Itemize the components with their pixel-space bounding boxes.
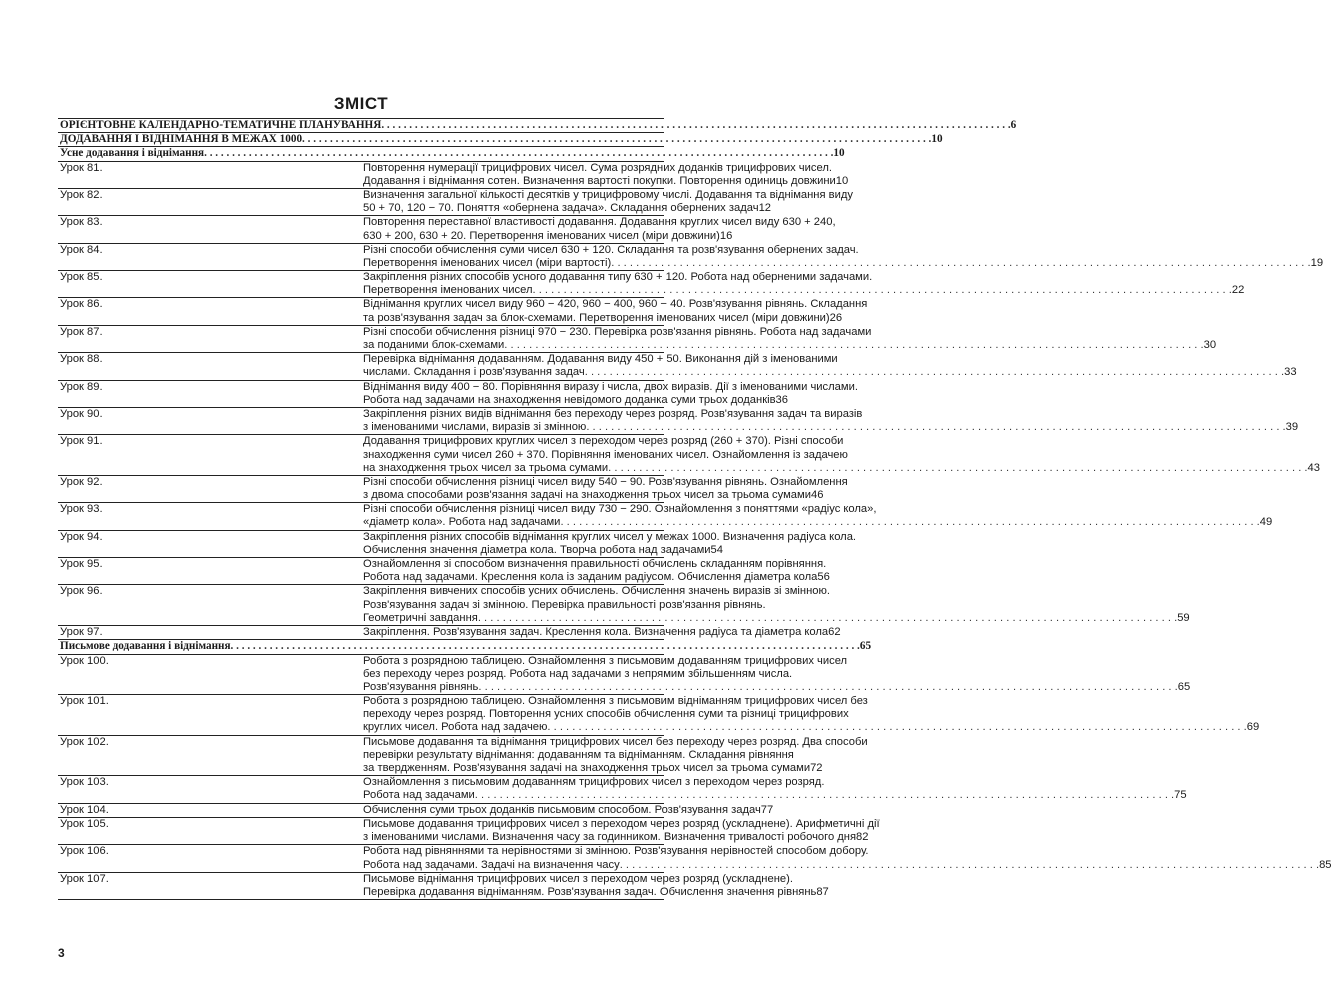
toc-line bbox=[363, 256, 1324, 270]
toc-page-number: 6 bbox=[1010, 119, 1017, 131]
toc-line bbox=[363, 407, 863, 421]
toc-line bbox=[363, 872, 793, 886]
toc-line bbox=[363, 558, 827, 571]
toc-line-text: Робота над рівняннями та нерівностями зі змінною. Розв'язування нерівностей способом добору. bbox=[363, 845, 869, 858]
dot-leader bbox=[560, 516, 1259, 529]
toc-line-text: Перетворення іменованих чисел bbox=[363, 284, 533, 297]
toc-entry-text bbox=[361, 243, 1324, 270]
toc-page-number: 22 bbox=[1231, 284, 1245, 297]
toc-line bbox=[363, 475, 848, 489]
dot-leader bbox=[620, 859, 1319, 872]
lesson-label: Урок 82. bbox=[58, 188, 361, 215]
toc-entry-text bbox=[361, 695, 1260, 736]
toc-lesson-row bbox=[58, 585, 664, 626]
toc-section-row bbox=[58, 119, 664, 133]
toc-line-text: Письмове додавання та віднімання трицифрових чисел без переходу через розряд. Два способи bbox=[363, 735, 868, 748]
dot-leader bbox=[611, 257, 1310, 270]
toc-entry-text bbox=[361, 325, 1217, 352]
toc-line bbox=[363, 216, 836, 229]
toc-line-text: Ознайомлення зі способом визначення правильності обчислень складанням порівняння. bbox=[363, 558, 827, 570]
lesson-label: Урок 85. bbox=[58, 271, 361, 298]
toc-line bbox=[363, 284, 1245, 297]
dot-leader bbox=[204, 147, 833, 160]
toc-line bbox=[363, 435, 844, 448]
toc-page-number: 10 bbox=[835, 174, 849, 187]
lesson-label: Урок 94. bbox=[58, 530, 361, 557]
toc-line bbox=[363, 393, 788, 407]
toc-line bbox=[363, 339, 1217, 352]
toc-line bbox=[363, 271, 873, 284]
toc-line bbox=[363, 353, 838, 366]
toc-page-number: 65 bbox=[859, 640, 872, 653]
toc-line bbox=[363, 858, 1332, 872]
toc-page-number: 12 bbox=[758, 202, 772, 215]
toc-line bbox=[363, 503, 877, 516]
toc-lesson-row bbox=[58, 695, 664, 736]
lesson-label: Урок 103. bbox=[58, 776, 361, 803]
lesson-label: Урок 91. bbox=[58, 435, 361, 476]
lesson-label: Урок 96. bbox=[58, 585, 361, 626]
toc-line-text: Додавання трицифрових круглих чисел з переходом через розряд (260 + 370). Різні способи bbox=[363, 435, 844, 448]
toc-section-row bbox=[58, 133, 664, 147]
toc-page-number: 85 bbox=[1319, 858, 1332, 871]
toc-lesson-row bbox=[58, 271, 664, 298]
toc-line-text: Визначення загальної кількості десятків у трицифровому числі. Додавання та віднімання виду bbox=[363, 188, 853, 201]
toc-line-text: Робота над задачами bbox=[363, 789, 475, 802]
toc-entry-text bbox=[361, 872, 829, 899]
toc-line-text: Письмове додавання і віднімання bbox=[60, 640, 231, 653]
toc-page-number: 10 bbox=[833, 147, 845, 160]
toc-line bbox=[363, 421, 1299, 434]
toc-page-number: 33 bbox=[1284, 366, 1297, 379]
toc-entry-text bbox=[361, 558, 830, 585]
toc-line-text: Повторення переставної властивості додавання. Додавання круглих чисел виду 630 + 240, bbox=[363, 216, 836, 229]
toc-lesson-row bbox=[58, 188, 664, 215]
toc-page-number: 43 bbox=[1307, 461, 1320, 474]
toc-line-text: Розв'язування рівнянь bbox=[363, 680, 479, 693]
toc-lesson-row bbox=[58, 503, 664, 530]
toc-line-text: Різні способи обчислення різниці чисел виду 730 − 290. Ознайомлення з поняттями «радіус кола», bbox=[363, 503, 877, 516]
toc-lesson-row bbox=[58, 735, 664, 776]
dot-leader bbox=[231, 640, 860, 653]
dot-leader bbox=[475, 789, 1174, 802]
toc-lesson-row bbox=[58, 298, 664, 325]
toc-lesson-row bbox=[58, 776, 664, 803]
toc-page-number: 59 bbox=[1177, 611, 1190, 624]
toc-line-text: Різні способи обчислення різниці 970 − 230. Перевірка розв'язання рівнянь. Робота над задачами bbox=[363, 325, 872, 338]
toc-line-text: з двома способами розв'язання задачі на знаходження трьох чисел за трьома сумами bbox=[363, 489, 811, 502]
toc-entry-text bbox=[361, 585, 1190, 626]
toc-line bbox=[363, 366, 1297, 379]
toc-line bbox=[363, 885, 829, 899]
toc-line-text: ОРІЄНТОВНЕ КАЛЕНДАРНО-ТЕМАТИЧНЕ ПЛАНУВАННЯ bbox=[60, 119, 382, 131]
toc-line-text: 630 + 200, 630 + 20. Перетворення іменованих чисел (міри довжини) bbox=[363, 229, 720, 242]
lesson-label: Урок 81. bbox=[58, 161, 361, 188]
toc-page-number: 46 bbox=[810, 489, 824, 502]
toc-line bbox=[363, 543, 723, 557]
toc-line bbox=[363, 161, 832, 175]
toc-line bbox=[363, 831, 869, 844]
toc-line-text: Робота над задачами на знаходження невідомого доданка суми трьох доданків bbox=[363, 393, 776, 406]
toc-line-text: Геометричні завдання bbox=[363, 611, 478, 624]
toc-lesson-row bbox=[58, 380, 664, 407]
toc-line bbox=[363, 380, 858, 394]
dot-leader bbox=[585, 366, 1284, 379]
toc-line bbox=[363, 516, 1273, 529]
toc-line bbox=[363, 789, 1187, 802]
toc-page-number: 77 bbox=[760, 803, 774, 816]
toc-entry-text bbox=[58, 640, 872, 654]
toc-lesson-row bbox=[58, 243, 664, 270]
toc-line bbox=[363, 776, 825, 789]
lesson-label: Урок 102. bbox=[58, 735, 361, 776]
toc-line-text: Перевірка додавання відніманням. Розв'язування задач. Обчислення значення рівнянь bbox=[363, 885, 817, 898]
toc-entry-text bbox=[361, 188, 853, 215]
toc-line-text: Перевірка віднімання додаванням. Додавання виду 450 + 50. Виконання дій з іменованими bbox=[363, 353, 838, 366]
toc-entry-text bbox=[361, 435, 1320, 476]
lesson-label: Урок 83. bbox=[58, 216, 361, 243]
toc-lesson-row bbox=[58, 558, 664, 585]
toc-page-number: 62 bbox=[828, 625, 841, 638]
toc-page-number: 16 bbox=[719, 229, 733, 242]
toc-line bbox=[363, 325, 872, 339]
toc-lesson-row bbox=[58, 161, 664, 188]
lesson-label: Урок 84. bbox=[58, 243, 361, 270]
toc-line-text: з іменованими числами, виразів зі змінною bbox=[363, 421, 587, 434]
toc-lesson-row bbox=[58, 654, 664, 695]
toc-line bbox=[363, 461, 1320, 475]
toc-line-text: Робота з розрядною таблицею. Ознайомлення з письмовим відніманням трицифрових чисел без bbox=[363, 695, 868, 708]
toc-line bbox=[363, 243, 859, 257]
toc-line bbox=[363, 803, 774, 817]
lesson-label: Урок 90. bbox=[58, 407, 361, 434]
toc-line-text: Робота з розрядною таблицею. Ознайомлення з письмовим додаванням трицифрових чисел bbox=[363, 654, 848, 667]
toc-entry-text bbox=[58, 133, 943, 147]
toc-line-text: Робота над задачами. Креслення кола із заданим радіусом. Обчислення діаметра кола bbox=[363, 571, 818, 584]
toc-entry-text bbox=[361, 271, 1245, 298]
lesson-label: Урок 104. bbox=[58, 803, 361, 817]
toc-line bbox=[363, 229, 733, 243]
dot-leader bbox=[381, 119, 1010, 132]
dot-leader bbox=[608, 462, 1307, 475]
toc-line bbox=[60, 147, 845, 160]
page-title: ЗМІСТ bbox=[333, 94, 389, 113]
toc-page-number: 26 bbox=[829, 311, 843, 324]
toc-entry-text bbox=[361, 818, 880, 845]
toc-entry-text bbox=[361, 776, 1187, 803]
toc-line-text: знаходження суми чисел 260 + 370. Порівняння іменованих чисел. Ознайомлення із задачею bbox=[363, 448, 848, 461]
lesson-label: Урок 92. bbox=[58, 475, 361, 502]
toc-line-text: Додавання і віднімання сотен. Визначення вартості покупки. Повторення одиниць довжини bbox=[363, 174, 836, 187]
toc-line bbox=[363, 625, 841, 639]
lesson-label: Урок 100. bbox=[58, 654, 361, 695]
lesson-label: Урок 101. bbox=[58, 695, 361, 736]
toc-line-text: Віднімання круглих чисел виду 960 − 420, 960 − 400, 960 − 40. Розв'язування рівнянь. Складання bbox=[363, 298, 868, 311]
dot-leader bbox=[547, 721, 1246, 734]
toc-lesson-row bbox=[58, 530, 664, 557]
toc-page-number: 19 bbox=[1310, 256, 1324, 269]
toc-entry-text bbox=[361, 353, 1297, 380]
toc-line bbox=[363, 611, 1190, 625]
toc-page-number: 82 bbox=[856, 831, 869, 844]
toc-line-text: без переходу через розряд. Робота над задачами з непрямим збільшенням числа. bbox=[363, 667, 793, 680]
toc-line bbox=[363, 695, 868, 708]
dot-leader bbox=[586, 421, 1285, 434]
toc-section-row bbox=[58, 147, 664, 161]
toc-line bbox=[363, 748, 794, 762]
toc-lesson-row bbox=[58, 803, 664, 817]
toc-lesson-row bbox=[58, 845, 664, 872]
toc-entry-text bbox=[58, 147, 845, 161]
toc-entry-text bbox=[361, 654, 1191, 695]
toc-page-number: 75 bbox=[1174, 789, 1187, 802]
toc-line bbox=[363, 721, 1260, 734]
toc-entry-text bbox=[361, 845, 1332, 872]
lesson-label: Урок 87. bbox=[58, 325, 361, 352]
toc-page-number: 54 bbox=[710, 543, 723, 556]
dot-leader bbox=[302, 133, 931, 146]
toc-page-number: 49 bbox=[1259, 516, 1273, 529]
toc-line bbox=[363, 818, 880, 831]
lesson-label: Урок 86. bbox=[58, 298, 361, 325]
toc-line-text: з іменованими числами. Визначення часу за годинником. Визначення тривалості робочого дня bbox=[363, 831, 857, 844]
toc-line-text: Закріплення. Розв'язування задач. Креслення кола. Визначення радіуса та діаметра кола bbox=[363, 625, 829, 638]
toc-lesson-row bbox=[58, 216, 664, 243]
lesson-label: Урок 95. bbox=[58, 558, 361, 585]
toc-entry-text bbox=[361, 625, 841, 639]
toc-line bbox=[363, 202, 772, 215]
toc-line bbox=[363, 667, 793, 681]
toc-page-number: 69 bbox=[1246, 721, 1260, 734]
lesson-label: Урок 106. bbox=[58, 845, 361, 872]
toc-line-text: Перетворення іменованих чисел (міри вартості) bbox=[363, 256, 612, 269]
toc-line-text: за поданими блок-схемами bbox=[363, 339, 505, 351]
toc-line-text: «діаметр кола». Робота над задачами bbox=[363, 516, 561, 529]
toc-line-text: Віднімання виду 400 − 80. Порівняння виразу і числа, двох виразів. Дії з іменованими числами. bbox=[363, 380, 858, 393]
toc-line-text: Робота над задачами. Задачі на визначення часу bbox=[363, 858, 620, 871]
toc-line-text: Закріплення вивчених способів усних обчислень. Обчислення значень виразів зі змінною. bbox=[363, 585, 830, 598]
toc-entry-text bbox=[361, 735, 868, 776]
toc-line-text: перевірки результату віднімання: додаванням та відніманням. Складання рівняння bbox=[363, 748, 794, 761]
toc-entry-text bbox=[361, 380, 858, 407]
toc-section-row bbox=[58, 640, 664, 654]
toc-line-text: Обчислення значення діаметра кола. Творча робота над задачами bbox=[363, 543, 711, 556]
toc-lesson-row bbox=[58, 625, 664, 639]
toc-page-number: 65 bbox=[1177, 680, 1191, 693]
lesson-label: Урок 107. bbox=[58, 872, 361, 899]
lesson-label: Урок 105. bbox=[58, 818, 361, 845]
toc-line bbox=[363, 448, 848, 462]
toc-line bbox=[363, 311, 843, 325]
toc-line bbox=[363, 298, 868, 311]
toc-line bbox=[363, 598, 766, 612]
toc-line-text: Закріплення різних видів віднімання без переходу через розряд. Розв'язування задач та виразів bbox=[363, 407, 863, 420]
toc-line bbox=[363, 174, 849, 188]
dot-leader bbox=[478, 681, 1177, 694]
toc-entry-text bbox=[361, 298, 868, 325]
dot-leader bbox=[504, 339, 1203, 352]
toc-line-text: Повторення нумерації трицифрових чисел. Сума розрядних доданків трицифрових чисел. bbox=[363, 161, 832, 174]
toc-line bbox=[363, 530, 857, 544]
dot-leader bbox=[478, 612, 1177, 625]
lesson-label: Урок 89. bbox=[58, 380, 361, 407]
toc-entry-text bbox=[361, 216, 836, 243]
toc-page bbox=[58, 92, 1332, 900]
dot-leader bbox=[532, 284, 1231, 297]
toc-line-text: Письмове додавання трицифрових чисел з переходом через розряд (ускладнене). Арифметичні дії bbox=[363, 818, 880, 830]
toc-line bbox=[363, 845, 869, 858]
toc-line bbox=[363, 489, 824, 502]
toc-line bbox=[363, 585, 830, 598]
toc-table bbox=[58, 118, 1332, 900]
toc-line-text: на знаходження трьох чисел за трьома сумами bbox=[363, 461, 609, 474]
toc-line-text: Закріплення різних способів усного додавання типу 630 + 120. Робота над оберненими задачами. bbox=[363, 271, 873, 284]
toc-line bbox=[363, 680, 1191, 694]
toc-line-text: Різні способи обчислення різниці чисел виду 540 − 90. Розв'язування рівнянь. Ознайомлення bbox=[363, 475, 848, 488]
toc-line bbox=[363, 735, 868, 749]
toc-page-number: 87 bbox=[816, 885, 829, 898]
toc-line bbox=[363, 762, 823, 775]
toc-lesson-row bbox=[58, 872, 664, 899]
toc-line bbox=[363, 571, 830, 584]
toc-line-text: за твердженням. Розв'язування задачі на знаходження трьох чисел за трьома сумами bbox=[363, 762, 811, 775]
toc-page-number: 56 bbox=[817, 571, 830, 584]
toc-entry-text bbox=[361, 475, 848, 502]
toc-lesson-row bbox=[58, 407, 664, 434]
toc-line-text: Розв'язування задач зі змінною. Перевірка правильності розв'язання рівнянь. bbox=[363, 598, 766, 611]
toc-line bbox=[60, 133, 943, 146]
toc-page-number: 10 bbox=[931, 133, 943, 146]
lesson-label: Урок 97. bbox=[58, 625, 361, 639]
toc-line bbox=[60, 640, 872, 653]
toc-line-text: Письмове віднімання трицифрових чисел з переходом через розряд (ускладнене). bbox=[363, 872, 793, 885]
toc-entry-text bbox=[58, 119, 1017, 133]
toc-page-number: 72 bbox=[810, 762, 823, 775]
toc-line-text: круглих чисел. Робота над задачею bbox=[363, 721, 548, 734]
toc-page-number: 30 bbox=[1203, 339, 1217, 351]
toc-page-number: 36 bbox=[775, 393, 788, 406]
toc-entry-text bbox=[361, 407, 1299, 434]
toc-entry-text bbox=[361, 161, 849, 188]
toc-entry-text bbox=[361, 803, 774, 817]
toc-lesson-row bbox=[58, 353, 664, 380]
toc-line bbox=[363, 654, 848, 668]
toc-line bbox=[363, 708, 849, 721]
toc-line-text: Обчислення суми трьох доданків письмовим способом. Розв'язування задач bbox=[363, 803, 761, 816]
toc-line-text: переходу через розряд. Повторення усних способів обчислення суми та різниці трицифрових bbox=[363, 708, 849, 721]
toc-line bbox=[60, 119, 1017, 132]
toc-lesson-row bbox=[58, 475, 664, 502]
toc-line bbox=[363, 188, 853, 202]
toc-lesson-row bbox=[58, 818, 664, 845]
toc-line-text: та розв'язування задач за блок-схемами. Перетворення іменованих чисел (міри довжини) bbox=[363, 311, 830, 324]
toc-line-text: Різні способи обчислення суми чисел 630 + 120. Складання та розв'язування обернених задач. bbox=[363, 243, 859, 256]
toc-line-text: Ознайомлення з письмовим додаванням трицифрових чисел з переходом через розряд. bbox=[363, 776, 825, 789]
toc-body bbox=[58, 119, 1332, 900]
page-number: 3 bbox=[58, 946, 65, 960]
toc-line-text: числами. Складання і розв'язування задач bbox=[363, 366, 585, 379]
toc-lesson-row bbox=[58, 435, 664, 476]
toc-entry-text bbox=[361, 530, 857, 557]
toc-entry-text bbox=[361, 503, 1273, 530]
lesson-label: Урок 93. bbox=[58, 503, 361, 530]
toc-lesson-row bbox=[58, 325, 664, 352]
toc-line-text: ДОДАВАННЯ І ВІДНІМАННЯ В МЕЖАХ 1000 bbox=[60, 133, 303, 146]
lesson-label: Урок 88. bbox=[58, 353, 361, 380]
toc-line-text: Закріплення різних способів віднімання круглих чисел у межах 1000. Визначення радіуса кола. bbox=[363, 530, 857, 543]
toc-line-text: Усне додавання і віднімання bbox=[60, 147, 205, 160]
toc-line-text: 50 + 70, 120 − 70. Поняття «обернена задача». Складання обернених задач bbox=[363, 202, 759, 215]
toc-page-number: 39 bbox=[1285, 421, 1299, 434]
